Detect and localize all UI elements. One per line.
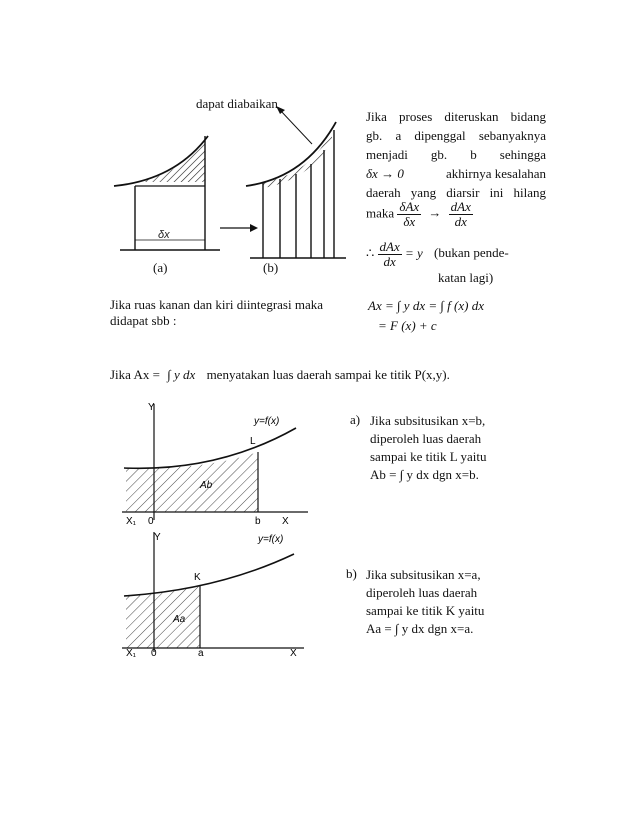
g1-point-label: L — [250, 436, 256, 447]
hatched-error-region-a — [135, 140, 205, 182]
maka-equation: maka $\frac{\text{δAx}}{\delta x}$ → $\frac{\text{dAx}}{dx}$ — [366, 199, 471, 229]
definition-integral: ∫ y dx — [167, 367, 196, 382]
g2-origin: 0 — [151, 648, 157, 658]
fraction-delta: $\frac{\text{δAx}}{\delta x}$ — [399, 199, 420, 229]
definition-suffix: menyatakan luas daerah sampai ke titik P(x,y). — [206, 367, 450, 382]
item-a-line-4: Ab = ∫ y dx dgn x=b. — [370, 467, 479, 482]
maka-label: maka — [366, 205, 395, 221]
ruas-line-2: didapat sbb : — [110, 313, 177, 328]
item-b-line-4: Aa = ∫ y dx dgn x=a. — [366, 621, 474, 636]
integration-note — [110, 297, 323, 329]
delta-x-limit: δx → 0 — [366, 166, 404, 181]
therefore-rhs: = y — [405, 245, 423, 261]
item-a-text — [370, 412, 487, 484]
g2-curve-label: y=f(x) — [258, 534, 284, 545]
para-line-1: Jika proses diteruskan bidang — [366, 109, 546, 124]
item-a-line-3: sampai ke titik L yaitu — [370, 449, 487, 464]
annotation-label: dapat diabaikan — [196, 96, 278, 111]
g1-y-label: Y — [148, 402, 155, 413]
g2-point-label: K — [194, 572, 201, 583]
item-b-marker: b) — [346, 566, 357, 581]
para-line-4: akhirnya kesalahan — [446, 166, 546, 181]
figure-b — [246, 122, 346, 258]
g1-area-label: Ab — [200, 480, 213, 491]
item-b-line-1: Jika subsitusikan x=a, — [366, 567, 481, 582]
g2-x1-label: X₁ — [126, 648, 137, 658]
integral-line-1: Ax = ∫ y dx = ∫ f (x) dx — [368, 298, 484, 313]
g2-x-label: X — [290, 648, 297, 658]
curve-fx-2 — [124, 554, 294, 596]
item-b-line-2: diperoleh luas daerah — [366, 585, 478, 600]
g1-origin: 0 — [148, 516, 154, 527]
curve-fx-1 — [124, 428, 296, 468]
katan-text: katan lagi) — [438, 270, 494, 285]
therefore-equation: ∴ $\frac{\text{dAx}}{dx}$ = y (bukan pende- — [366, 239, 509, 269]
g2-y-label: Y — [154, 532, 161, 543]
para-line-3: menjadi gb. b sehingga — [366, 147, 546, 162]
g2-area-label: Aa — [173, 614, 186, 625]
graph-area-a — [118, 528, 342, 658]
fraction-derivative-2: $\frac{\text{dAx}}{dx}$ — [379, 239, 400, 269]
item-a-marker: a) — [350, 412, 361, 427]
para-line-5: daerah yang diarsir ini hilang — [366, 185, 546, 200]
arrow-right-icon — [250, 224, 258, 232]
caption-b: (b) — [263, 260, 279, 275]
item-a-line-1: Jika subsitusikan x=b, — [370, 413, 486, 428]
para-line-2: gb. a dipenggal sebanyaknya — [366, 128, 546, 143]
item-b-text — [366, 566, 484, 638]
g2-a-label: a — [198, 648, 204, 658]
caption-a: (a) — [153, 260, 168, 275]
figure-a — [114, 120, 220, 250]
definition-prefix: Jika Ax = — [110, 367, 160, 382]
graph-area-b — [118, 400, 342, 530]
g1-curve-label: y=f(x) — [254, 416, 280, 427]
item-a-line-2: diperoleh luas daerah — [370, 431, 482, 446]
g1-x-label: X — [282, 516, 289, 527]
riemann-figures — [100, 100, 368, 290]
g1-x1-label: X₁ — [126, 516, 137, 527]
item-b-line-3: sampai ke titik K yaitu — [366, 603, 485, 618]
fraction-derivative: $\frac{\text{dAx}}{dx}$ — [450, 199, 471, 229]
ruas-line-1: Jika ruas kanan dan kiri diintegrasi maka — [110, 297, 323, 312]
explanation-paragraph — [366, 107, 546, 202]
area-b-region — [126, 452, 258, 512]
bukan-text: (bukan pende- — [434, 245, 509, 261]
definition-line — [110, 367, 450, 383]
integral-line-2: = F (x) + c — [378, 318, 437, 333]
integral-result — [368, 296, 484, 336]
dx-label-a: δx — [158, 229, 170, 241]
g1-b-label: b — [255, 516, 261, 527]
